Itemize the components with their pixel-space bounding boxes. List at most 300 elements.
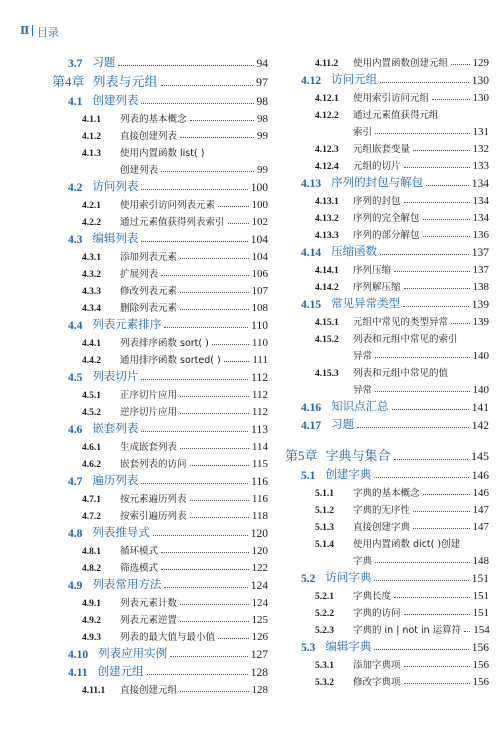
toc-dot-leader: [375, 562, 469, 563]
toc-page-number: 122: [251, 562, 268, 574]
toc-section[interactable]: [285, 414, 489, 432]
toc-section[interactable]: [285, 396, 489, 414]
toc-entry-title: 生成嵌套列表: [120, 442, 178, 453]
toc-dot-leader: [413, 528, 469, 529]
toc-entry-number: 4.6.1: [82, 443, 101, 453]
toc-page-number: 124: [251, 597, 268, 609]
toc-dot-leader: [451, 64, 469, 65]
toc-page-number: 140: [472, 350, 489, 362]
toc-section[interactable]: [52, 418, 268, 436]
toc-page-number: 132: [472, 143, 489, 155]
toc-dot-leader: [161, 85, 253, 86]
toc-dot-leader: [404, 666, 470, 667]
toc-gap: [285, 432, 489, 444]
toc-entry-number: 4.13: [301, 178, 322, 190]
toc-section[interactable]: [52, 643, 268, 661]
toc-entry-title: 按元素遍历列表: [120, 494, 187, 505]
toc-entry-title: 索引: [353, 127, 373, 138]
toc-subsection[interactable]: [285, 276, 489, 293]
toc-page-number: 146: [472, 487, 489, 499]
toc-subsection[interactable]: [285, 138, 489, 155]
toc-section[interactable]: [52, 52, 268, 70]
toc-entry-title: 创建元组: [97, 664, 144, 678]
toc-entry-title: 遍历列表: [92, 473, 139, 487]
toc-entry-number: 4.8: [68, 528, 83, 540]
toc-subsection[interactable]: [285, 87, 489, 104]
toc-page-number: 156: [471, 642, 489, 654]
toc-subsection[interactable]: [285, 379, 489, 396]
toc-entry-title: 字典长度: [353, 591, 392, 602]
toc-subsection[interactable]: [52, 609, 268, 626]
toc-entry-number: 4.5.2: [82, 408, 101, 418]
toc-page-number: 116: [251, 476, 268, 488]
toc-dot-leader: [190, 120, 254, 121]
toc-page-number: 98: [257, 113, 268, 125]
toc-page-number: 94: [256, 58, 268, 70]
toc-subsection[interactable]: [52, 125, 268, 142]
toc-subsection[interactable]: [52, 280, 268, 297]
toc-subsection[interactable]: [52, 453, 268, 470]
toc-dot-leader: [141, 431, 248, 432]
toc-page-number: 113: [251, 424, 268, 436]
toc-dot-leader: [403, 306, 469, 307]
toc-page-number: 111: [252, 354, 268, 366]
toc-entry-title: 使用索引访问元组: [353, 93, 430, 104]
toc-subsection[interactable]: [285, 533, 489, 550]
toc-page-number: 146: [471, 470, 489, 482]
toc-section[interactable]: [285, 293, 489, 311]
toc-subsection[interactable]: [285, 207, 489, 224]
toc-chapter[interactable]: [285, 444, 489, 464]
toc-entry-title: 字典的 in | not in 运算符: [353, 625, 462, 636]
toc-entry-number: 4.7.1: [82, 495, 101, 505]
toc-dot-leader: [404, 683, 470, 684]
toc-dot-leader: [153, 535, 248, 536]
toc-subsection[interactable]: [285, 619, 489, 636]
toc-entry-number: 4.2: [68, 182, 83, 194]
toc-entry-number: 5.3.2: [315, 678, 334, 688]
toc-dot-leader: [190, 500, 249, 501]
toc-entry-title: 正序切片应用: [120, 390, 178, 401]
toc-entry-title: 使用内置函数创建元组: [353, 58, 449, 69]
toc-column-right: [285, 52, 489, 688]
toc-subsection[interactable]: [285, 155, 489, 172]
toc-page-number: 128: [251, 684, 268, 696]
toc-entry-title: 循环模式: [120, 546, 159, 557]
toc-subsection[interactable]: [52, 263, 268, 280]
toc-entry-number: 5.3: [301, 642, 316, 654]
toc-entry-number: 4.3.2: [82, 270, 101, 280]
toc-page-number: 138: [472, 281, 489, 293]
toc-page-number: 139: [471, 299, 489, 311]
toc-entry-number: 4.12.2: [315, 111, 339, 121]
toc-entry-title: 列表和元组中常见的值: [353, 368, 449, 379]
toc-subsection[interactable]: [285, 654, 489, 671]
toc-page-number: 151: [472, 607, 489, 619]
toc-page-number: 127: [250, 649, 268, 661]
toc-dot-leader: [404, 202, 470, 203]
toc-entry-title: 编辑字典: [325, 639, 372, 653]
toc-dot-leader: [141, 379, 248, 380]
toc-entry-title: 访问元组: [331, 72, 378, 86]
toc-section[interactable]: [285, 172, 489, 190]
toc-entry-number: 4.6.2: [82, 460, 101, 470]
toc-page-number: 151: [471, 573, 489, 585]
toc-entry-number: 4.15: [301, 299, 322, 311]
toc-dot-leader: [180, 258, 248, 259]
toc-entry-number: 4.15.2: [315, 335, 339, 345]
toc-page-number: 98: [256, 96, 268, 108]
toc-subsection[interactable]: [285, 52, 489, 69]
toc-entry-number: 4.12.4: [315, 162, 339, 172]
toc-dot-leader: [141, 483, 248, 484]
toc-entry-title: 添加列表元素: [120, 252, 178, 263]
toc-entry-number: 3.7: [68, 58, 83, 70]
toc-entry-title: 逆序切片应用: [120, 407, 178, 418]
toc-entry-number: 4.1.2: [82, 132, 101, 142]
toc-page-number: 99: [257, 164, 268, 176]
toc-entry-number: 5.1.2: [315, 506, 334, 516]
toc-page-number: 140: [472, 384, 489, 396]
toc-entry-title: 访问字典: [325, 570, 372, 584]
toc-entry-title: 创建字典: [325, 467, 372, 481]
toc-dot-leader: [432, 99, 469, 100]
toc-dot-leader: [375, 133, 469, 134]
toc-dot-leader: [394, 459, 468, 460]
toc-page-number: 112: [251, 389, 268, 401]
toc-entry-number: 4.1.3: [82, 149, 101, 159]
toc-page-number: 137: [471, 247, 489, 259]
toc-entry-title: 字典: [353, 556, 373, 567]
toc-section[interactable]: [52, 314, 268, 332]
header-title: 目录: [37, 26, 59, 39]
toc-dot-leader: [374, 580, 468, 581]
toc-subsection[interactable]: [285, 259, 489, 276]
toc-dot-leader: [413, 511, 469, 512]
toc-entry-number: 第4章: [52, 74, 85, 89]
toc-entry-title: 嵌套列表的访问: [120, 459, 187, 470]
toc-subsection[interactable]: [285, 104, 489, 121]
toc-dot-leader: [170, 656, 248, 657]
toc-entry-number: 4.3.1: [82, 253, 101, 263]
toc-section[interactable]: [285, 636, 489, 654]
toc-column-left: [52, 52, 268, 696]
toc-entry-title: 列表的最大值与最小值: [120, 632, 216, 643]
toc-entry-number: 4.5: [68, 372, 83, 384]
toc-subsection[interactable]: [285, 550, 489, 567]
toc-page-number: 107: [251, 285, 268, 297]
toc-page-number: 154: [473, 624, 490, 636]
toc-entry-title: 元组中常见的类型异常: [353, 317, 449, 328]
toc-subsection[interactable]: [285, 602, 489, 619]
toc-dot-leader: [464, 631, 470, 632]
toc-subsection[interactable]: [285, 345, 489, 362]
toc-dot-leader: [392, 409, 469, 410]
toc-entry-number: 4.15.3: [315, 369, 339, 379]
toc-section[interactable]: [52, 574, 268, 592]
toc-entry-title: 列表切片: [92, 369, 139, 383]
toc-entry-title: 元组嵌套变量: [353, 144, 411, 155]
toc-page-number: 124: [250, 580, 268, 592]
toc-dot-leader: [180, 691, 248, 692]
toc-dot-leader: [180, 309, 248, 310]
toc-dot-leader: [161, 275, 248, 276]
toc-entry-title: 字典与集合: [325, 449, 391, 464]
toc-entry-title: 通用排序函数 sorted( ): [120, 355, 221, 366]
toc-entry-title: 使用内置函数 dict( )创建: [353, 539, 461, 550]
toc-entry-title: 筛选模式: [120, 563, 159, 574]
toc-dot-leader: [118, 65, 253, 66]
toc-page-number: 129: [472, 57, 489, 69]
toc-section[interactable]: [52, 366, 268, 384]
toc-subsection[interactable]: [52, 246, 268, 263]
toc-entry-number: 4.14.2: [315, 283, 339, 293]
toc-page-number: 102: [251, 216, 268, 228]
toc-entry-title: 使用内置函数 list( ): [120, 148, 205, 159]
toc-subsection[interactable]: [285, 671, 489, 688]
toc-entry-title: 常见异常类型: [331, 296, 401, 310]
toc-entry-title: 删除列表元素: [120, 303, 178, 314]
toc-entry-title: 创建列表: [92, 93, 139, 107]
page-header: [0, 0, 500, 46]
toc-entry-number: 5.1.4: [315, 540, 334, 550]
toc-dot-leader: [190, 465, 249, 466]
toc-entry-title: 直接创建元组: [120, 685, 178, 696]
toc-subsection[interactable]: [285, 190, 489, 207]
toc-section[interactable]: [52, 661, 268, 679]
toc-dot-leader: [451, 323, 469, 324]
toc-subsection[interactable]: [285, 482, 489, 499]
toc-entry-title: 习题: [92, 55, 116, 69]
toc-page-number: 99: [257, 130, 268, 142]
toc-entry-title: 列表与元组: [92, 75, 158, 90]
toc-entry-number: 4.9.1: [82, 599, 101, 609]
toc-entry-title: 创建列表: [120, 165, 159, 176]
toc-entry-number: 第5章: [285, 448, 318, 463]
toc-entry-number: 4.14: [301, 247, 322, 259]
toc-entry-number: 4.8.2: [82, 564, 101, 574]
toc-entry-number: 4.4.1: [82, 339, 101, 349]
toc-page-number: 147: [472, 521, 489, 533]
toc-subsection[interactable]: [52, 557, 268, 574]
toc-dot-leader: [141, 189, 247, 190]
toc-dot-leader: [404, 167, 470, 168]
toc-dot-leader: [357, 427, 469, 428]
toc-section[interactable]: [52, 470, 268, 488]
toc-entry-title: 列表推导式: [92, 525, 150, 539]
toc-page-number: 118: [251, 510, 268, 522]
toc-entry-title: 扩展列表: [120, 269, 159, 280]
toc-subsection[interactable]: [285, 328, 489, 345]
toc-entry-title: 添加字典项: [353, 660, 401, 671]
toc-subsection[interactable]: [52, 679, 268, 696]
toc-dot-leader: [180, 604, 248, 605]
toc-subsection[interactable]: [285, 311, 489, 328]
toc-page-number: 156: [472, 659, 489, 671]
toc-dot-leader: [141, 103, 253, 104]
toc-entry-title: 元组的切片: [353, 161, 401, 172]
toc-dot-leader: [224, 361, 250, 362]
toc-entry-number: 4.5.1: [82, 391, 101, 401]
toc-section[interactable]: [285, 241, 489, 259]
toc-entry-title: 序列解压缩: [353, 282, 401, 293]
toc-entry-title: 序列的部分解包: [353, 230, 420, 241]
toc-entry-title: 字典的基本概念: [353, 488, 420, 499]
toc-entry-title: 列表元素排序: [92, 317, 162, 331]
toc-entry-number: 4.8.1: [82, 547, 101, 557]
toc-entry-number: 4.3.3: [82, 287, 101, 297]
toc-entry-number: 4.13.1: [315, 197, 339, 207]
toc-dot-leader: [375, 391, 469, 392]
toc-entry-number: 4.4.2: [82, 356, 101, 366]
toc-entry-title: 列表元素逆置: [120, 615, 178, 626]
toc-chapter[interactable]: [52, 70, 268, 90]
toc-entry-number: 4.11.2: [315, 59, 339, 69]
toc-page-number: 110: [251, 320, 268, 332]
toc-entry-number: 4.9.2: [82, 616, 101, 626]
toc-subsection[interactable]: [52, 384, 268, 401]
toc-subsection[interactable]: [285, 585, 489, 602]
toc-dot-leader: [164, 587, 247, 588]
toc-dot-leader: [180, 621, 248, 622]
toc-subsection[interactable]: [52, 592, 268, 609]
toc-subsection[interactable]: [285, 362, 489, 379]
toc-entry-title: 使用索引访问列表元素: [120, 200, 216, 211]
toc-entry-title: 序列的封包与解包: [331, 175, 424, 189]
toc-dot-leader: [180, 413, 249, 414]
toc-entry-number: 4.13.2: [315, 214, 339, 224]
toc-page-number: 128: [250, 667, 268, 679]
toc-subsection[interactable]: [285, 224, 489, 241]
toc-section[interactable]: [285, 464, 489, 482]
toc-entry-title: 压缩函数: [331, 244, 378, 258]
toc-entry-number: 4.7.2: [82, 512, 101, 522]
toc-dot-leader: [228, 223, 249, 224]
toc-dot-leader: [190, 517, 249, 518]
toc-subsection[interactable]: [52, 436, 268, 453]
toc-entry-title: 列表排序函数 sort( ): [120, 338, 209, 349]
toc-section[interactable]: [285, 69, 489, 87]
toc-dot-leader: [180, 396, 249, 397]
toc-entry-number: 5.1.3: [315, 523, 334, 533]
toc-dot-leader: [141, 241, 247, 242]
toc-dot-leader: [423, 494, 470, 495]
toc-dot-leader: [161, 569, 248, 570]
toc-subsection[interactable]: [52, 142, 268, 159]
toc-dot-leader: [212, 344, 249, 345]
toc-entry-title: 异常: [353, 385, 373, 396]
toc-entry-number: 4.17: [301, 420, 322, 432]
toc-dot-leader: [380, 254, 469, 255]
toc-entry-number: 4.9.3: [82, 633, 101, 643]
toc-subsection[interactable]: [52, 332, 268, 349]
toc-page-number: 125: [251, 614, 268, 626]
toc-subsection[interactable]: [52, 108, 268, 125]
toc-entry-title: 编辑列表: [92, 231, 139, 245]
toc-subsection[interactable]: [285, 516, 489, 533]
toc-subsection[interactable]: [52, 159, 268, 176]
toc-subsection[interactable]: [52, 349, 268, 366]
toc-page-number: 100: [250, 182, 268, 194]
toc-entry-title: 通过元素值获得列表索引: [120, 217, 225, 228]
toc-entry-number: 4.11: [68, 667, 88, 679]
toc-subsection[interactable]: [52, 211, 268, 228]
toc-section[interactable]: [285, 567, 489, 585]
toc-section[interactable]: [52, 90, 268, 108]
toc-page-number: 116: [251, 493, 268, 505]
toc-entry-number: 5.1.1: [315, 489, 334, 499]
toc-entry-number: 5.2.3: [315, 626, 334, 636]
toc-subsection[interactable]: [52, 505, 268, 522]
toc-page-number: 134: [471, 178, 489, 190]
toc-subsection[interactable]: [52, 540, 268, 557]
toc-subsection[interactable]: [52, 488, 268, 505]
toc-section[interactable]: [52, 176, 268, 194]
toc-dot-leader: [380, 82, 469, 83]
toc-page-number: 141: [471, 402, 489, 414]
toc-subsection[interactable]: [52, 194, 268, 211]
toc-page-number: 120: [251, 545, 268, 557]
toc-entry-title: 字典的无序性: [353, 505, 411, 516]
toc-entry-title: 按索引遍历列表: [120, 511, 187, 522]
toc-page-number: 156: [472, 676, 489, 688]
toc-entry-title: 嵌套列表: [92, 421, 139, 435]
toc-entry-number: 4.6: [68, 424, 83, 436]
toc-dot-leader: [218, 638, 248, 639]
toc-page-number: 134: [472, 195, 489, 207]
toc-dot-leader: [164, 327, 248, 328]
toc-entry-title: 访问列表: [92, 179, 139, 193]
toc-page-number: 148: [472, 555, 489, 567]
toc-entry-number: 4.12: [301, 75, 322, 87]
toc-dot-leader: [375, 357, 469, 358]
toc-page-number: 130: [471, 75, 489, 87]
toc-entry-title: 修改列表元素: [120, 286, 178, 297]
toc-dot-leader: [374, 649, 468, 650]
toc-entry-number: 4.14.1: [315, 266, 339, 276]
toc-entry-title: 列表应用实例: [98, 646, 168, 660]
toc-subsection[interactable]: [285, 499, 489, 516]
toc-section[interactable]: [52, 522, 268, 540]
toc-subsection[interactable]: [285, 121, 489, 138]
toc-entry-number: 4.1: [68, 96, 83, 108]
toc-page-number: 145: [471, 449, 489, 463]
toc-entry-title: 直接创建字典: [353, 522, 411, 533]
toc-entry-number: 4.13.3: [315, 231, 339, 241]
toc-section[interactable]: [52, 228, 268, 246]
toc-page-number: 104: [250, 234, 268, 246]
toc-entry-number: 5.3.1: [315, 661, 334, 671]
toc-entry-number: 4.3: [68, 234, 83, 246]
toc-entry-number: 5.2.1: [315, 592, 334, 602]
toc-entry-title: 序列的封包: [353, 196, 401, 207]
toc-dot-leader: [423, 219, 470, 220]
toc-entry-number: 4.12.1: [315, 94, 339, 104]
toc-subsection[interactable]: [52, 401, 268, 418]
toc-entry-title: 异常: [353, 351, 373, 362]
toc-dot-leader: [161, 552, 248, 553]
toc-entry-title: 直接创建列表: [120, 131, 178, 142]
toc-subsection[interactable]: [52, 297, 268, 314]
toc-page-number: 137: [472, 264, 489, 276]
toc-dot-leader: [423, 236, 470, 237]
toc-entry-title: 字典的访问: [353, 608, 401, 619]
toc-dot-leader: [394, 597, 469, 598]
toc-entry-number: 5.1: [301, 470, 316, 482]
toc-entry-number: 4.4: [68, 320, 83, 332]
toc-subsection[interactable]: [52, 626, 268, 643]
page-number-roman: Ⅱ: [20, 24, 30, 37]
